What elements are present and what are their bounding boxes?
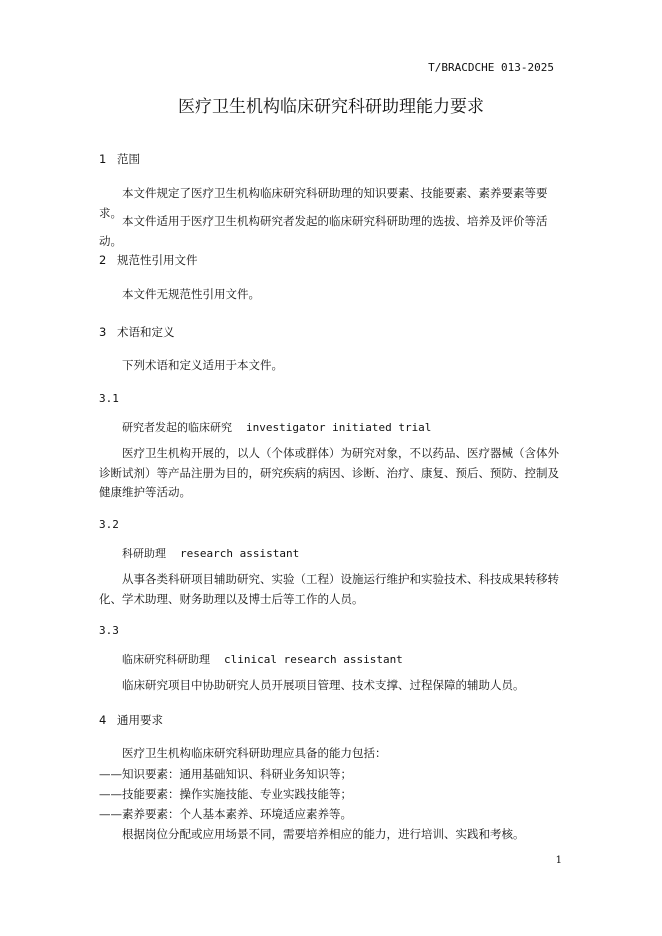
section-title: 术语和定义 (117, 325, 175, 339)
term-3-3-title (122, 651, 403, 667)
section-number: 2 (99, 253, 107, 267)
term-3-1-number: 3.1 (99, 392, 119, 405)
term-chinese: 临床研究科研助理 (122, 653, 210, 666)
section-title: 规范性引用文件 (117, 253, 198, 267)
term-english: investigator initiated trial (246, 421, 432, 434)
section-1-heading (99, 151, 140, 167)
section-number: 1 (99, 152, 107, 166)
section-1-paragraph-2: 本文件适用于医疗卫生机构研究者发起的临床研究科研助理的选拔、培养及评价等活动。 (99, 214, 548, 248)
section-4-intro: 医疗卫生机构临床研究科研助理应具备的能力包括： (122, 746, 387, 760)
section-4-closing: 根据岗位分配或应用场景不同，需要培养相应的能力，进行培训、实践和考核。 (122, 827, 525, 841)
section-3-paragraph-1: 下列术语和定义适用于本文件。 (122, 358, 283, 372)
section-number: 3 (99, 325, 107, 339)
term-3-1-title (122, 419, 431, 435)
term-3-2-title (122, 545, 299, 561)
section-1-paragraph-1: 本文件规定了医疗卫生机构临床研究科研助理的知识要素、技能要素、素养要素等要求。 (99, 186, 548, 220)
section-2-paragraph-1: 本文件无规范性引用文件。 (122, 287, 260, 301)
term-3-3-definition: 临床研究项目中协助研究人员开展项目管理、技术支撑、过程保障的辅助人员。 (122, 678, 525, 692)
section-3-heading (99, 324, 175, 340)
section-title: 通用要求 (117, 713, 163, 727)
document-title: 医疗卫生机构临床研究科研助理能力要求 (178, 97, 484, 117)
term-3-2-number: 3.2 (99, 518, 119, 531)
section-4-heading (99, 712, 163, 728)
section-2-heading (99, 252, 198, 268)
term-english: research assistant (180, 547, 300, 560)
term-3-1-definition: 医疗卫生机构开展的，以人（个体或群体）为研究对象，不以药品、医疗器械（含体外诊断试剂）等产品注册为目的，研究疾病的病因、诊断、治疗、康复、预后、预防、控制及健康维护等活动。 (99, 446, 559, 499)
term-3-2-definition: 从事各类科研项目辅助研究、实验（工程）设施运行维护和实验技术、科技成果转移转化、学术助理、财务助理以及博士后等工作的人员。 (99, 572, 559, 606)
requirement-item: ——知识要素：通用基础知识、科研业务知识等； (99, 767, 352, 781)
section-number: 4 (99, 713, 107, 727)
term-english: clinical research assistant (224, 653, 403, 666)
term-3-3-number: 3.3 (99, 624, 119, 637)
document-number: T/BRACDCHE 013-2025 (428, 61, 554, 74)
section-title: 范围 (117, 152, 140, 166)
term-chinese: 研究者发起的临床研究 (122, 421, 232, 434)
page-number: 1 (555, 855, 562, 866)
requirement-item: ——技能要素：操作实施技能、专业实践技能等； (99, 787, 352, 801)
term-chinese: 科研助理 (122, 547, 166, 560)
requirement-item: ——素养要素：个人基本素养、环境适应素养等。 (99, 807, 352, 821)
